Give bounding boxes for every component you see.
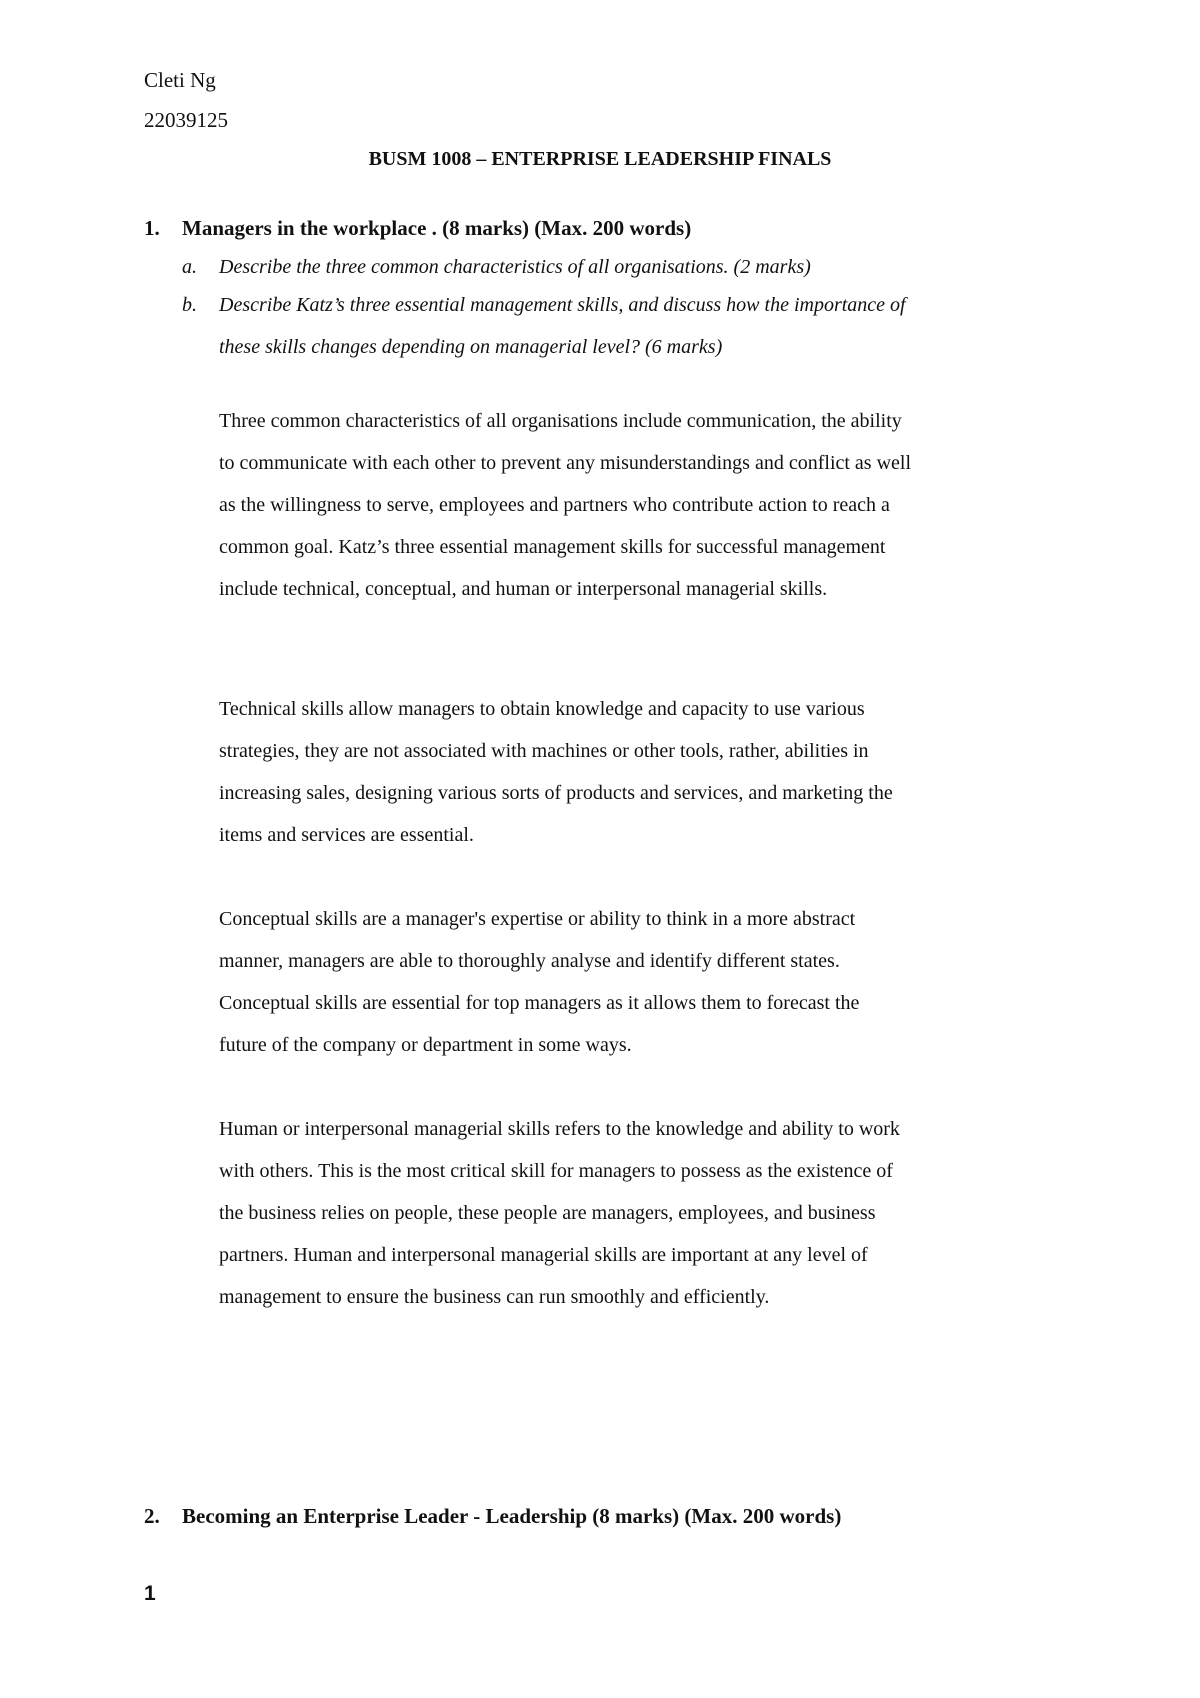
answer-paragraph-1 <box>219 400 911 610</box>
question-1-number: 1. <box>144 216 160 240</box>
question-1-heading: Managers in the workplace . (8 marks) (Max. 200 words) <box>182 216 692 240</box>
paragraph-line: the business relies on people, these people are managers, employees, and business <box>219 1202 876 1224</box>
paragraph-line: Human or interpersonal managerial skills refers to the knowledge and ability to work <box>219 1118 900 1140</box>
answer-paragraph-4 <box>219 1108 900 1318</box>
student-id: 22039125 <box>144 108 228 132</box>
paragraph-line: with others. This is the most critical skill for managers to possess as the existence of <box>219 1160 893 1182</box>
paragraph-line: Three common characteristics of all organisations include communication, the ability <box>219 410 902 432</box>
paragraph-line: to communicate with each other to prevent any misunderstandings and conflict as well <box>219 452 912 474</box>
paragraph-line: partners. Human and interpersonal managerial skills are important at any level of <box>219 1244 868 1266</box>
paragraph-line: items and services are essential. <box>219 824 474 846</box>
author-name: Cleti Ng <box>144 68 216 92</box>
sub-question-b-letter: b. <box>182 294 197 316</box>
sub-question-line: Describe the three common characteristics of all organisations. (2 marks) <box>219 256 811 278</box>
sub-question-line: these skills changes depending on managerial level? (6 marks) <box>219 336 723 358</box>
paragraph-line: common goal. Katz’s three essential management skills for successful management <box>219 536 886 558</box>
paragraph-line: Conceptual skills are essential for top managers as it allows them to forecast the <box>219 992 860 1014</box>
paragraph-line: manner, managers are able to thoroughly analyse and identify different states. <box>219 950 840 972</box>
document-title: BUSM 1008 – ENTERPRISE LEADERSHIP FINALS <box>368 148 832 170</box>
paragraph-line: management to ensure the business can run smoothly and efficiently. <box>219 1286 770 1308</box>
sub-question-line: Describe Katz’s three essential management skills, and discuss how the importance of <box>219 294 906 316</box>
page-number: 1 <box>144 1582 156 1605</box>
paragraph-line: include technical, conceptual, and human or interpersonal managerial skills. <box>219 578 828 600</box>
paragraph-line: increasing sales, designing various sorts of products and services, and marketing the <box>219 782 893 804</box>
paragraph-line: Technical skills allow managers to obtain knowledge and capacity to use various <box>219 698 865 720</box>
sub-question-a-text <box>219 246 811 288</box>
paragraph-line: Conceptual skills are a manager's expertise or ability to think in a more abstract <box>219 908 856 930</box>
sub-question-a-letter: a. <box>182 256 197 278</box>
answer-paragraph-2 <box>219 688 893 856</box>
paragraph-line: future of the company or department in some ways. <box>219 1034 632 1056</box>
question-2-number: 2. <box>144 1504 160 1528</box>
question-2-heading: Becoming an Enterprise Leader - Leadership (8 marks) (Max. 200 words) <box>182 1504 842 1528</box>
answer-paragraph-3 <box>219 898 859 1066</box>
paragraph-line: as the willingness to serve, employees and partners who contribute action to reach a <box>219 494 890 516</box>
sub-question-b-text <box>219 284 906 368</box>
paragraph-line: strategies, they are not associated with machines or other tools, rather, abilities in <box>219 740 869 762</box>
